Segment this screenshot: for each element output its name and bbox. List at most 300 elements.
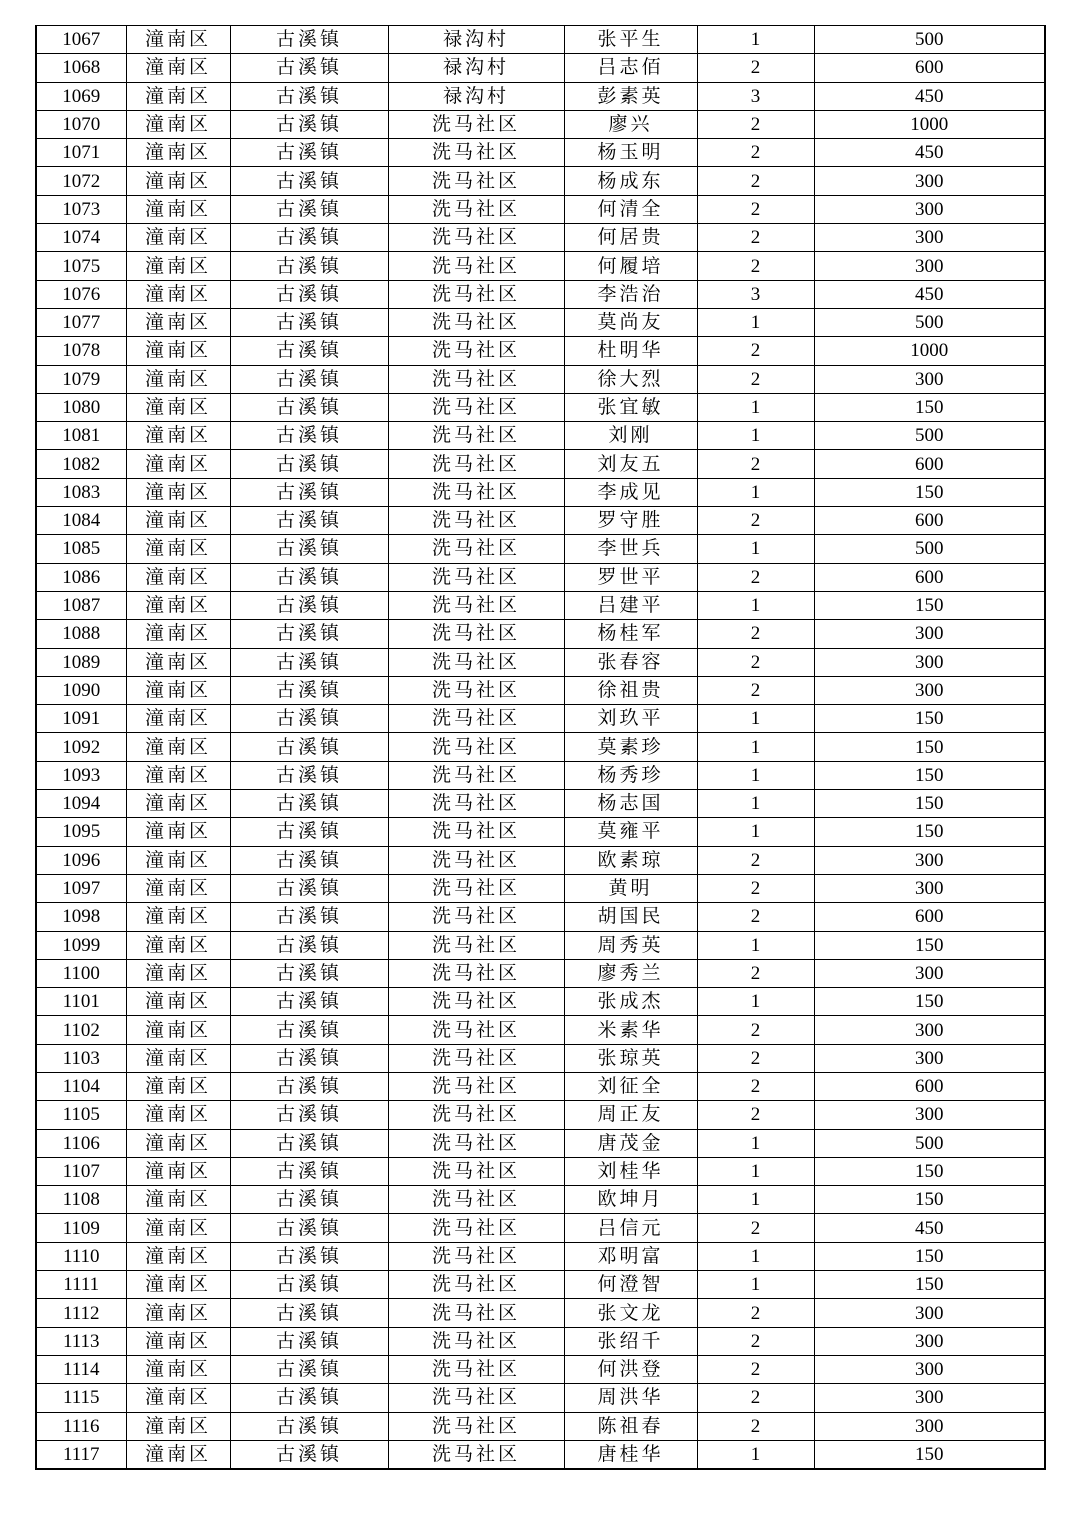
household-count-cell: 2	[697, 195, 814, 223]
table-row	[36, 874, 1045, 902]
village-cell: 洗马社区	[388, 903, 564, 931]
person-name-cell: 何洪登	[564, 1355, 697, 1383]
town-cell: 古溪镇	[230, 1157, 388, 1185]
table-row	[36, 733, 1045, 761]
household-count-cell: 2	[697, 224, 814, 252]
town-cell: 古溪镇	[230, 676, 388, 704]
district-cell: 潼南区	[126, 337, 230, 365]
amount-cell: 300	[814, 874, 1045, 902]
household-count-cell: 2	[697, 846, 814, 874]
town-cell: 古溪镇	[230, 959, 388, 987]
village-cell: 洗马社区	[388, 761, 564, 789]
village-cell: 洗马社区	[388, 733, 564, 761]
village-cell: 洗马社区	[388, 959, 564, 987]
person-name-cell: 何清全	[564, 195, 697, 223]
table-row	[36, 507, 1045, 535]
household-count-cell: 2	[697, 110, 814, 138]
row-number-cell: 1084	[36, 507, 126, 535]
district-cell: 潼南区	[126, 1186, 230, 1214]
village-cell: 洗马社区	[388, 1044, 564, 1072]
household-count-cell: 2	[697, 1214, 814, 1242]
district-cell: 潼南区	[126, 280, 230, 308]
person-name-cell: 张绍千	[564, 1327, 697, 1355]
village-cell: 洗马社区	[388, 931, 564, 959]
amount-cell: 150	[814, 931, 1045, 959]
row-number-cell: 1108	[36, 1186, 126, 1214]
village-cell: 洗马社区	[388, 1242, 564, 1270]
row-number-cell: 1070	[36, 110, 126, 138]
town-cell: 古溪镇	[230, 535, 388, 563]
amount-cell: 500	[814, 308, 1045, 336]
household-count-cell: 2	[697, 1412, 814, 1440]
row-number-cell: 1107	[36, 1157, 126, 1185]
town-cell: 古溪镇	[230, 422, 388, 450]
district-cell: 潼南区	[126, 790, 230, 818]
amount-cell: 300	[814, 620, 1045, 648]
amount-cell: 500	[814, 535, 1045, 563]
household-count-cell: 2	[697, 337, 814, 365]
table-row	[36, 280, 1045, 308]
person-name-cell: 刘征全	[564, 1072, 697, 1100]
town-cell: 古溪镇	[230, 365, 388, 393]
town-cell: 古溪镇	[230, 54, 388, 82]
village-cell: 洗马社区	[388, 1186, 564, 1214]
table-row	[36, 308, 1045, 336]
table-row	[36, 167, 1045, 195]
table-row	[36, 252, 1045, 280]
village-cell: 洗马社区	[388, 337, 564, 365]
town-cell: 古溪镇	[230, 139, 388, 167]
household-count-cell: 2	[697, 252, 814, 280]
household-count-cell: 2	[697, 959, 814, 987]
district-cell: 潼南区	[126, 252, 230, 280]
table-row	[36, 422, 1045, 450]
town-cell: 古溪镇	[230, 874, 388, 902]
amount-cell: 300	[814, 846, 1045, 874]
amount-cell: 150	[814, 1440, 1045, 1469]
district-cell: 潼南区	[126, 1440, 230, 1469]
person-name-cell: 莫尚友	[564, 308, 697, 336]
table-row	[36, 26, 1045, 54]
table-row	[36, 1129, 1045, 1157]
village-cell: 洗马社区	[388, 224, 564, 252]
table-row	[36, 110, 1045, 138]
district-cell: 潼南区	[126, 1242, 230, 1270]
household-count-cell: 2	[697, 1044, 814, 1072]
district-cell: 潼南区	[126, 1384, 230, 1412]
table-row	[36, 1440, 1045, 1469]
village-cell: 洗马社区	[388, 1157, 564, 1185]
amount-cell: 600	[814, 1072, 1045, 1100]
row-number-cell: 1067	[36, 26, 126, 54]
town-cell: 古溪镇	[230, 988, 388, 1016]
district-cell: 潼南区	[126, 507, 230, 535]
town-cell: 古溪镇	[230, 563, 388, 591]
village-cell: 洗马社区	[388, 365, 564, 393]
town-cell: 古溪镇	[230, 478, 388, 506]
village-cell: 洗马社区	[388, 393, 564, 421]
amount-cell: 150	[814, 705, 1045, 733]
table-row	[36, 1101, 1045, 1129]
household-count-cell: 2	[697, 1072, 814, 1100]
row-number-cell: 1092	[36, 733, 126, 761]
town-cell: 古溪镇	[230, 1355, 388, 1383]
district-cell: 潼南区	[126, 1299, 230, 1327]
row-number-cell: 1081	[36, 422, 126, 450]
amount-cell: 600	[814, 563, 1045, 591]
district-cell: 潼南区	[126, 648, 230, 676]
household-count-cell: 2	[697, 648, 814, 676]
row-number-cell: 1080	[36, 393, 126, 421]
town-cell: 古溪镇	[230, 110, 388, 138]
village-cell: 洗马社区	[388, 1129, 564, 1157]
row-number-cell: 1111	[36, 1271, 126, 1299]
village-cell: 洗马社区	[388, 507, 564, 535]
row-number-cell: 1090	[36, 676, 126, 704]
amount-cell: 300	[814, 1044, 1045, 1072]
village-cell: 洗马社区	[388, 1384, 564, 1412]
household-count-cell: 1	[697, 1271, 814, 1299]
person-name-cell: 李成见	[564, 478, 697, 506]
person-name-cell: 唐桂华	[564, 1440, 697, 1469]
town-cell: 古溪镇	[230, 1101, 388, 1129]
table-row	[36, 54, 1045, 82]
district-cell: 潼南区	[126, 365, 230, 393]
person-name-cell: 胡国民	[564, 903, 697, 931]
town-cell: 古溪镇	[230, 1299, 388, 1327]
row-number-cell: 1100	[36, 959, 126, 987]
table-row	[36, 790, 1045, 818]
village-cell: 洗马社区	[388, 648, 564, 676]
district-cell: 潼南区	[126, 1214, 230, 1242]
village-cell: 洗马社区	[388, 478, 564, 506]
household-count-cell: 2	[697, 1101, 814, 1129]
person-name-cell: 吕信元	[564, 1214, 697, 1242]
person-name-cell: 徐大烈	[564, 365, 697, 393]
amount-cell: 600	[814, 903, 1045, 931]
amount-cell: 300	[814, 1412, 1045, 1440]
town-cell: 古溪镇	[230, 1440, 388, 1469]
person-name-cell: 罗守胜	[564, 507, 697, 535]
amount-cell: 300	[814, 224, 1045, 252]
village-cell: 洗马社区	[388, 280, 564, 308]
amount-cell: 300	[814, 959, 1045, 987]
town-cell: 古溪镇	[230, 620, 388, 648]
row-number-cell: 1089	[36, 648, 126, 676]
person-name-cell: 刘桂华	[564, 1157, 697, 1185]
household-count-cell: 1	[697, 393, 814, 421]
village-cell: 洗马社区	[388, 620, 564, 648]
town-cell: 古溪镇	[230, 167, 388, 195]
household-count-cell: 2	[697, 54, 814, 82]
row-number-cell: 1071	[36, 139, 126, 167]
town-cell: 古溪镇	[230, 790, 388, 818]
person-name-cell: 刘友五	[564, 450, 697, 478]
row-number-cell: 1076	[36, 280, 126, 308]
household-count-cell: 1	[697, 1242, 814, 1270]
district-cell: 潼南区	[126, 224, 230, 252]
village-cell: 洗马社区	[388, 535, 564, 563]
household-count-cell: 1	[697, 1157, 814, 1185]
town-cell: 古溪镇	[230, 280, 388, 308]
village-cell: 洗马社区	[388, 252, 564, 280]
row-number-cell: 1074	[36, 224, 126, 252]
row-number-cell: 1102	[36, 1016, 126, 1044]
village-cell: 洗马社区	[388, 676, 564, 704]
row-number-cell: 1095	[36, 818, 126, 846]
amount-cell: 300	[814, 365, 1045, 393]
district-cell: 潼南区	[126, 818, 230, 846]
table-row	[36, 195, 1045, 223]
table-row	[36, 535, 1045, 563]
district-cell: 潼南区	[126, 1355, 230, 1383]
row-number-cell: 1101	[36, 988, 126, 1016]
row-number-cell: 1112	[36, 1299, 126, 1327]
town-cell: 古溪镇	[230, 450, 388, 478]
district-cell: 潼南区	[126, 1327, 230, 1355]
amount-cell: 150	[814, 1186, 1045, 1214]
household-count-cell: 2	[697, 1327, 814, 1355]
roster-table	[35, 25, 1046, 1470]
town-cell: 古溪镇	[230, 82, 388, 110]
village-cell: 洗马社区	[388, 1101, 564, 1129]
row-number-cell: 1086	[36, 563, 126, 591]
town-cell: 古溪镇	[230, 1186, 388, 1214]
district-cell: 潼南区	[126, 195, 230, 223]
row-number-cell: 1116	[36, 1412, 126, 1440]
district-cell: 潼南区	[126, 139, 230, 167]
person-name-cell: 莫雍平	[564, 818, 697, 846]
household-count-cell: 1	[697, 1129, 814, 1157]
village-cell: 洗马社区	[388, 308, 564, 336]
village-cell: 洗马社区	[388, 790, 564, 818]
town-cell: 古溪镇	[230, 393, 388, 421]
town-cell: 古溪镇	[230, 931, 388, 959]
row-number-cell: 1088	[36, 620, 126, 648]
village-cell: 洗马社区	[388, 1299, 564, 1327]
amount-cell: 150	[814, 733, 1045, 761]
household-count-cell: 1	[697, 308, 814, 336]
amount-cell: 150	[814, 1242, 1045, 1270]
amount-cell: 1000	[814, 337, 1045, 365]
person-name-cell: 罗世平	[564, 563, 697, 591]
amount-cell: 300	[814, 167, 1045, 195]
district-cell: 潼南区	[126, 1016, 230, 1044]
amount-cell: 600	[814, 54, 1045, 82]
household-count-cell: 1	[697, 705, 814, 733]
district-cell: 潼南区	[126, 54, 230, 82]
person-name-cell: 欧素琼	[564, 846, 697, 874]
village-cell: 洗马社区	[388, 1016, 564, 1044]
roster-body	[36, 26, 1045, 1470]
household-count-cell: 2	[697, 507, 814, 535]
table-row	[36, 450, 1045, 478]
amount-cell: 300	[814, 676, 1045, 704]
row-number-cell: 1099	[36, 931, 126, 959]
district-cell: 潼南区	[126, 478, 230, 506]
table-row	[36, 82, 1045, 110]
person-name-cell: 周洪华	[564, 1384, 697, 1412]
town-cell: 古溪镇	[230, 1242, 388, 1270]
household-count-cell: 1	[697, 1440, 814, 1469]
table-row	[36, 1327, 1045, 1355]
amount-cell: 300	[814, 1355, 1045, 1383]
table-row	[36, 393, 1045, 421]
district-cell: 潼南区	[126, 874, 230, 902]
household-count-cell: 2	[697, 450, 814, 478]
district-cell: 潼南区	[126, 591, 230, 619]
town-cell: 古溪镇	[230, 1384, 388, 1412]
village-cell: 洗马社区	[388, 450, 564, 478]
table-row	[36, 1214, 1045, 1242]
district-cell: 潼南区	[126, 846, 230, 874]
amount-cell: 1000	[814, 110, 1045, 138]
district-cell: 潼南区	[126, 761, 230, 789]
person-name-cell: 黄明	[564, 874, 697, 902]
table-row	[36, 591, 1045, 619]
town-cell: 古溪镇	[230, 1271, 388, 1299]
amount-cell: 150	[814, 1157, 1045, 1185]
row-number-cell: 1094	[36, 790, 126, 818]
household-count-cell: 1	[697, 26, 814, 54]
amount-cell: 150	[814, 988, 1045, 1016]
village-cell: 禄沟村	[388, 82, 564, 110]
row-number-cell: 1117	[36, 1440, 126, 1469]
town-cell: 古溪镇	[230, 308, 388, 336]
amount-cell: 150	[814, 478, 1045, 506]
district-cell: 潼南区	[126, 988, 230, 1016]
amount-cell: 150	[814, 761, 1045, 789]
table-row	[36, 761, 1045, 789]
district-cell: 潼南区	[126, 450, 230, 478]
household-count-cell: 1	[697, 422, 814, 450]
household-count-cell: 1	[697, 818, 814, 846]
district-cell: 潼南区	[126, 393, 230, 421]
row-number-cell: 1109	[36, 1214, 126, 1242]
person-name-cell: 张春容	[564, 648, 697, 676]
town-cell: 古溪镇	[230, 846, 388, 874]
village-cell: 禄沟村	[388, 54, 564, 82]
village-cell: 洗马社区	[388, 195, 564, 223]
amount-cell: 300	[814, 1016, 1045, 1044]
table-row	[36, 1157, 1045, 1185]
village-cell: 洗马社区	[388, 110, 564, 138]
row-number-cell: 1113	[36, 1327, 126, 1355]
table-row	[36, 1242, 1045, 1270]
table-row	[36, 1016, 1045, 1044]
village-cell: 洗马社区	[388, 563, 564, 591]
person-name-cell: 廖兴	[564, 110, 697, 138]
amount-cell: 500	[814, 422, 1045, 450]
table-row	[36, 1355, 1045, 1383]
household-count-cell: 2	[697, 874, 814, 902]
person-name-cell: 杨志国	[564, 790, 697, 818]
table-row	[36, 1384, 1045, 1412]
row-number-cell: 1096	[36, 846, 126, 874]
person-name-cell: 何居贵	[564, 224, 697, 252]
person-name-cell: 廖秀兰	[564, 959, 697, 987]
person-name-cell: 张文龙	[564, 1299, 697, 1327]
village-cell: 洗马社区	[388, 591, 564, 619]
table-row	[36, 139, 1045, 167]
amount-cell: 600	[814, 450, 1045, 478]
table-row	[36, 1072, 1045, 1100]
amount-cell: 150	[814, 818, 1045, 846]
household-count-cell: 1	[697, 988, 814, 1016]
town-cell: 古溪镇	[230, 591, 388, 619]
district-cell: 潼南区	[126, 26, 230, 54]
table-row	[36, 1186, 1045, 1214]
person-name-cell: 张宜敏	[564, 393, 697, 421]
person-name-cell: 杨秀珍	[564, 761, 697, 789]
person-name-cell: 张琼英	[564, 1044, 697, 1072]
village-cell: 洗马社区	[388, 1214, 564, 1242]
table-row	[36, 846, 1045, 874]
district-cell: 潼南区	[126, 620, 230, 648]
row-number-cell: 1082	[36, 450, 126, 478]
village-cell: 洗马社区	[388, 1355, 564, 1383]
amount-cell: 150	[814, 1271, 1045, 1299]
table-row	[36, 818, 1045, 846]
town-cell: 古溪镇	[230, 818, 388, 846]
district-cell: 潼南区	[126, 1157, 230, 1185]
district-cell: 潼南区	[126, 535, 230, 563]
district-cell: 潼南区	[126, 705, 230, 733]
row-number-cell: 1087	[36, 591, 126, 619]
household-count-cell: 2	[697, 903, 814, 931]
district-cell: 潼南区	[126, 1412, 230, 1440]
town-cell: 古溪镇	[230, 224, 388, 252]
town-cell: 古溪镇	[230, 1129, 388, 1157]
person-name-cell: 刘刚	[564, 422, 697, 450]
town-cell: 古溪镇	[230, 761, 388, 789]
amount-cell: 600	[814, 507, 1045, 535]
amount-cell: 450	[814, 1214, 1045, 1242]
amount-cell: 300	[814, 195, 1045, 223]
district-cell: 潼南区	[126, 676, 230, 704]
row-number-cell: 1075	[36, 252, 126, 280]
person-name-cell: 周秀英	[564, 931, 697, 959]
village-cell: 洗马社区	[388, 139, 564, 167]
household-count-cell: 1	[697, 535, 814, 563]
household-count-cell: 2	[697, 139, 814, 167]
row-number-cell: 1105	[36, 1101, 126, 1129]
person-name-cell: 李浩治	[564, 280, 697, 308]
village-cell: 洗马社区	[388, 167, 564, 195]
household-count-cell: 1	[697, 478, 814, 506]
person-name-cell: 唐茂金	[564, 1129, 697, 1157]
person-name-cell: 杜明华	[564, 337, 697, 365]
district-cell: 潼南区	[126, 308, 230, 336]
person-name-cell: 张平生	[564, 26, 697, 54]
row-number-cell: 1110	[36, 1242, 126, 1270]
amount-cell: 150	[814, 790, 1045, 818]
village-cell: 洗马社区	[388, 988, 564, 1016]
person-name-cell: 吕建平	[564, 591, 697, 619]
row-number-cell: 1091	[36, 705, 126, 733]
village-cell: 洗马社区	[388, 422, 564, 450]
person-name-cell: 李世兵	[564, 535, 697, 563]
town-cell: 古溪镇	[230, 705, 388, 733]
amount-cell: 300	[814, 252, 1045, 280]
amount-cell: 450	[814, 280, 1045, 308]
person-name-cell: 杨桂军	[564, 620, 697, 648]
amount-cell: 150	[814, 591, 1045, 619]
person-name-cell: 刘玖平	[564, 705, 697, 733]
row-number-cell: 1115	[36, 1384, 126, 1412]
town-cell: 古溪镇	[230, 337, 388, 365]
district-cell: 潼南区	[126, 563, 230, 591]
